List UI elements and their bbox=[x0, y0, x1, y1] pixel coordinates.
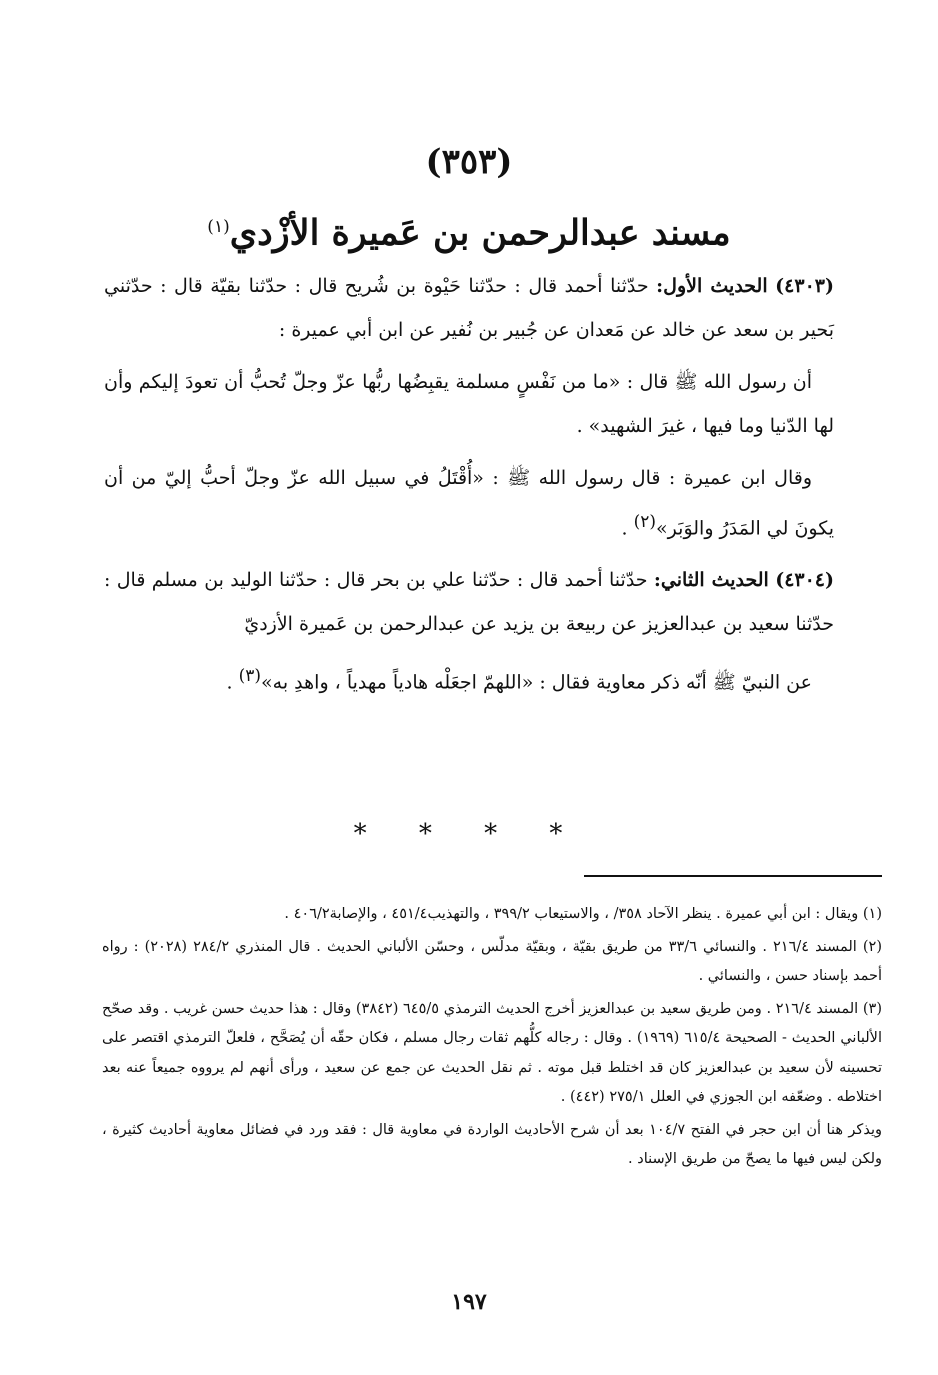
hadith-1-isnad-text: حدّثنا أحمد قال : حدّثنا حَيْوة بن شُريح قال : حدّثنا بقيّة قال : حدّثني بَحير بن سعد عن خالد عن مَعدان عن جُبير بن نُفير عن ابن أبي عميرة : bbox=[104, 275, 834, 341]
footnote-ref-3: (٣) bbox=[238, 666, 262, 687]
hadith-2-matn-text: عن النبيّ ﷺ أنّه ذكر معاوية فقال : «اللهمّ اجعَلْه هادياً مهدياً ، واهدِ به» bbox=[261, 671, 812, 694]
hadith-1-isnad bbox=[104, 264, 834, 352]
hadith-2-matn-end: . bbox=[226, 671, 239, 694]
page-number: ١٩٧ bbox=[451, 1289, 487, 1315]
footnote-3-continuation: ويذكر هنا أن ابن حجر في الفتح ١٠٤/٧ بعد أن شرح الأحاديث الواردة في معاوية قال : فقد ورد في فضائل معاوية أحاديث كثيرة ، ولكن ليس فيها ما يصحّ من طريق الإسناد . bbox=[102, 1121, 882, 1167]
footnote-divider bbox=[584, 875, 882, 877]
hadith-2-matn bbox=[104, 654, 834, 704]
footnote-ref-2: (٢) bbox=[633, 512, 657, 532]
page-title-text: مسند عبدالرحمن بن عَميرة الأزْدي bbox=[229, 212, 731, 254]
footnotes bbox=[102, 900, 882, 1178]
body-text bbox=[104, 264, 834, 713]
footnote-3: (٣) المسند ٢١٦/٤ . ومن طريق سعيد بن عبدالعزيز أخرج الحديث الترمذي ٦٤٥/٥ (٣٨٤٢) وقال : هذا حديث حسن غريب . وقد صحّح الألباني الحديث - الصحيحة ٦١٥/٤ (١٩٦٩) . وقال : رجاله كلُّهم ثقات رجال مسلم ، فكان حقّه أن يُصَحَّح ، فلعلّ الترمذي اقتصر على تحسينه لأن سعيد بن عبدالعزيز كان قد اختلط قبل موته . ثم نقل الحديث عن جمع عن سعيد ، ورأى أنهم لم يرووه جميعاً عنه بعد اختلاطه . وضعّفه ابن الجوزي في العلل ٢٧٥/١ (٤٤٢) . bbox=[102, 1000, 882, 1105]
hadith-1-number: (٤٣٠٣) bbox=[775, 275, 834, 297]
hadith-2-label: الحديث الثاني: bbox=[653, 569, 769, 592]
hadith-1-matn-2-end: . bbox=[621, 517, 634, 540]
section-number: (٣٥٣) bbox=[425, 142, 513, 182]
hadith-1-matn-1: أن رسول الله ﷺ قال : «ما من نَفْسٍ مسلمة يقبِضُها ربُّها عزّ وجلّ تُحبُّ أن تعودَ إليكم وأن لها الدّنيا وما فيها ، غيرَ الشهيد» . bbox=[104, 371, 834, 437]
footnote-2: (٢) المسند ٢١٦/٤ . والنسائي ٣٣/٦ من طريق بقيّة ، وبقيّة مدلّس ، وحسّن الألباني الحديث . قال المنذري ٢٨٤/٢ (٢٠٢٨) : رواه أحمد بإسناد حسن ، والنسائي . bbox=[102, 938, 882, 984]
hadith-1-matn-2 bbox=[104, 456, 834, 550]
title-footnote-ref: (١) bbox=[207, 217, 230, 237]
page-title bbox=[0, 203, 938, 258]
hadith-1-matn-2-text: وقال ابن عميرة : قال رسول الله ﷺ : «أُقْتَلُ في سبيل الله عزّ وجلّ أحبُّ إليّ من أن يكونَ لي المَدَرُ والوَبَر» bbox=[104, 467, 834, 540]
section-separator: * * * * bbox=[353, 819, 585, 849]
hadith-1-label: الحديث الأول: bbox=[656, 275, 768, 297]
hadith-2-number: (٤٣٠٤) bbox=[775, 569, 835, 592]
hadith-2-isnad-text: حدّثنا أحمد قال : حدّثنا علي بن بحر قال : حدّثنا الوليد بن مسلم قال : حدّثنا سعيد بن عبدالعزيز عن ربيعة بن يزيد عن عبدالرحمن بن عَميرة الأزديّ bbox=[104, 569, 834, 636]
hadith-2-isnad bbox=[104, 558, 834, 646]
footnote-1: (١) ويقال : ابن أبي عميرة . ينظر الآحاد ٣٥٨/ ، والاستيعاب ٣٩٩/٢ ، والتهذيب٤٥١/٤ ، والإصابة٤٠٦/٢ . bbox=[284, 906, 882, 922]
